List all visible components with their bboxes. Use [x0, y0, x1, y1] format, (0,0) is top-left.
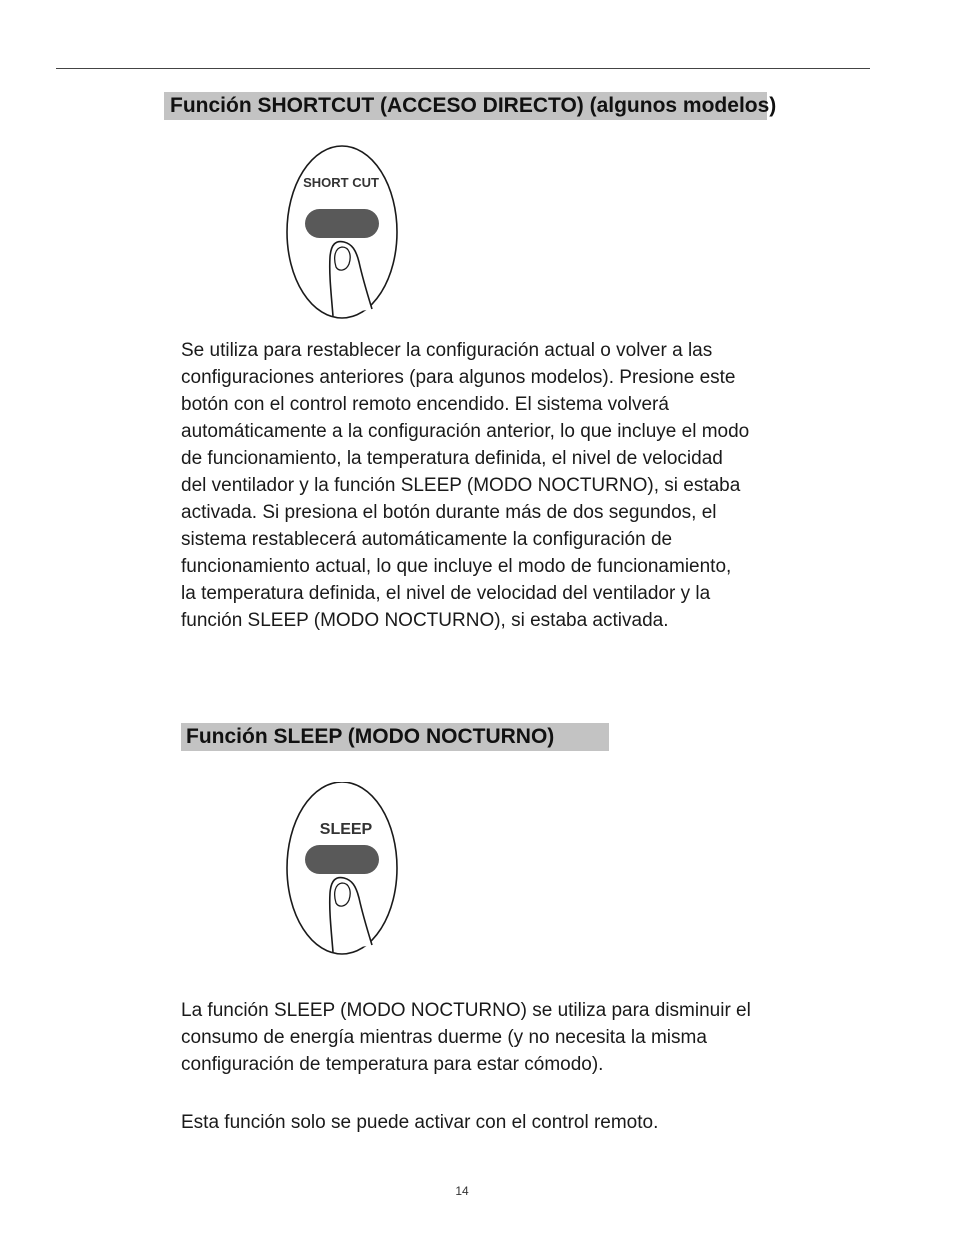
header-rule: [56, 68, 870, 69]
shortcut-description: Se utiliza para restablecer la configuración actual o volver a las configuraciones anteriores (para algunos modelos). Presione este botón con el control remoto encendido. El sistema volverá automáticamente a la configuración anterior, lo que incluye el modo de funcionamiento, la temperatura definida, el nivel de velocidad del ventilador y la función SLEEP (MODO NOCTURNO), si estaba activada. Si presiona el botón durante más de dos segundos, el sistema restablecerá automáticamente la configuración de funcionamiento actual, lo que incluye el modo de funcionamiento, la temperatura definida, el nivel de velocidad del ventilador y la función SLEEP (MODO NOCTURNO), si estaba activada.: [181, 340, 750, 631]
page-number: 14: [455, 1184, 469, 1198]
sleep-key: [305, 845, 379, 874]
shortcut-button-label: SHORT CUT: [303, 175, 379, 190]
remote-button-sleep-graphic: [284, 782, 402, 960]
sleep-description: La función SLEEP (MODO NOCTURNO) se utiliza para disminuir el consumo de energía mientras duerme (y no necesita la misma configuración de temperatura para estar cómodo).: [181, 1000, 751, 1075]
sleep-button-label: SLEEP: [319, 821, 373, 838]
sleep-remote-note: Esta función solo se puede activar con el control remoto.: [181, 1112, 659, 1133]
sleep-button-illustration: [284, 782, 402, 960]
section-heading-shortcut: Función SHORTCUT (ACCESO DIRECTO) (algunos modelos): [164, 92, 767, 120]
shortcut-button-illustration: [284, 144, 402, 322]
shortcut-key: [305, 209, 379, 238]
section-heading-sleep: Función SLEEP (MODO NOCTURNO): [181, 723, 609, 751]
remote-button-shortcut-graphic: [284, 144, 402, 322]
